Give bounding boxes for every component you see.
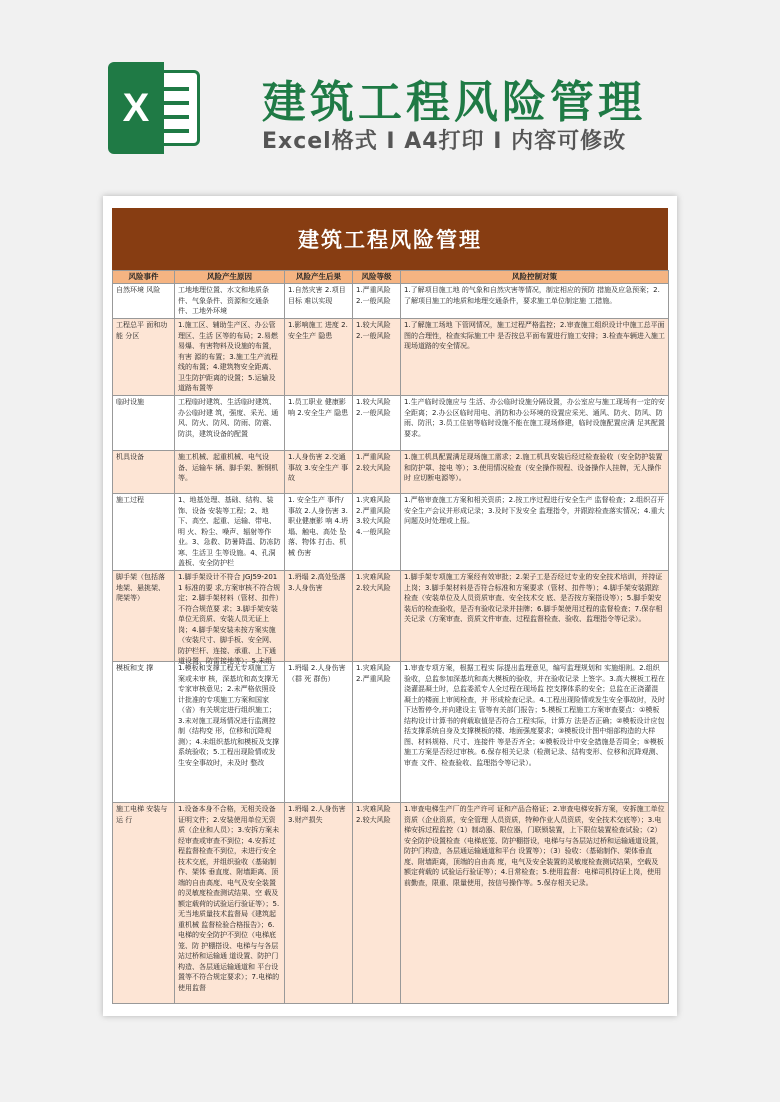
banner-title: 建筑工程风险管理 <box>262 77 646 128</box>
risk-cause: 1、地基处理、基础、结构、装饰、设备 安装等工程；2、地下、高空、起重、运输、带电、明 火、粉尘、噪声、辐射等作业。3、急救、防暑降温、防冻防寒、生活卫 生等设施。4、孔洞盖板、安全防护栏 <box>178 496 281 567</box>
risk-level: 1.较大风险 2.一般风险 <box>356 398 391 417</box>
risk-cause: 施工机械、起重机械、电气设备、运输车 辆、脚手架、断钢机等。 <box>178 453 279 482</box>
risk-cause: 1.脚手架设计不符合 JGJ59-2011 标准的要 求,方案审核不符合规定；2.脚手架材料（管材、扣件）不符合规范要 求；3.脚手架安装单位无资质、安装人员无证上 岗；4.脚手架安装未按方案实施（安装尺寸、脚手板、安全网、防护栏杆、连接、承重、上下通道设置、防雷接地等）；5.未组 <box>178 573 281 665</box>
risk-level: 1.灾难风险 2.严重风险 <box>356 664 391 683</box>
risk-consequence: 1.人身伤害 2.交通事故 3.安全生产 事故 <box>288 453 349 482</box>
risk-event: 工程总平 面和功能 分区 <box>116 321 168 340</box>
table-row <box>113 571 669 662</box>
risk-event: 模板和支 撑 <box>116 664 154 672</box>
risk-event: 施工电梯 安装与运 行 <box>116 805 168 824</box>
risk-cause: 1.模板和支撑工程无专项施工方案或未审 核，深基坑和高支撑无专家审核意见；2.未严格依照设计批准的专项施工方案和国家（省）有关规定进行组织施工；3.未对施工现场情况进行监测控制（结构变 形，位移和沉降观测）；4.未组织基坑和模板及支撑系统验收；5.工程出现险情或发生安全事故时，未及时 整改 <box>178 664 280 767</box>
excel-logo-icon <box>108 62 200 154</box>
table-row <box>113 803 669 1004</box>
risk-cause: 1.设备本身不合格，无相关设备证明文件；2.安装使用单位无资质（企业和人员）；3.安拆方案未经审查或审查不到位；4.安拆过程监督检查不到位，未进行安全 技术交底，并组织验收（基础制作、架体 垂直度、附墙距离、顶端的自由高度、电气及安全装置的灵敏度检查测试结果、空 载及额定载荷的试验运行验证等）；5.无当地质量技术监督局《建筑起重机械 监督检验合格报告》；6.电梯的安全防护不到位（电梯底笼、防 护棚搭设、电梯与与各层站过桥和运输通 道设置、防护门构造、各层通运输通道和 平台设置等不符合规定要求）；7.电梯的使用监督 <box>178 805 280 992</box>
risk-consequence: 1.坍塌 2.高处坠落 3.人身伤害 <box>288 573 346 592</box>
table-row <box>113 284 669 319</box>
risk-consequence: 1.坍塌 2.人身伤害（群 死 群伤） <box>288 664 346 683</box>
column-header-event: 风险事件 <box>113 271 175 284</box>
table-row <box>113 396 669 451</box>
risk-event: 临时设施 <box>116 398 144 406</box>
table-header-row <box>113 271 669 284</box>
risk-control: 1.生产临时设施应与 生活、办公临时设施分隔设置，办公室应与施工现场有一定的安全距离；2.办公区临时用电、消防和办公环境的设置应采光、通风、防火、防风、防雨、防汛；3.员工住宿等临时设施不能在施工现场修建，临时设施配置应满 足其配置要求。 <box>404 398 665 438</box>
column-header-level: 风险等级 <box>353 271 401 284</box>
banner-subtitle: Excel格式 I A4打印 I 内容可修改 <box>262 129 627 154</box>
risk-event: 机具设备 <box>116 453 144 461</box>
risk-control: 1.了解项目施工地 的气象和自然灾害等情况，制定相应的预防 措施及应急预案；2.了解项目施工的地质和地理交通条件，要求施工单位制定施 工措施。 <box>404 286 660 305</box>
table-row <box>113 451 669 494</box>
column-header-consequence: 风险产生后果 <box>285 271 353 284</box>
risk-consequence: 1.员工职业 健康影响 2.安全生产 隐患 <box>288 398 349 417</box>
risk-control: 1.了解施工场地 下管网情况，施工过程严格监控；2.审查施工组织设计中施工总平面图的合理性，检查实际施工中 是否按总平面布置进行施工安排；3.检查车辆进入施工现场道路的安全情况。 <box>404 321 665 350</box>
risk-control: 1.审查专项方案，根据工程实 际提出监理意见，编写监理规划和 实施细则。2.组织验收，总监参加深基坑和高大模板的验收，并在验收记录 上签字。3.高大模板工程在浇灌混凝土时，总监委派专人全过程在现场监 控支撑体系的安全；总监在正浇灌混凝土的楼面上审阅检查，并 形成检查记录。4.工程出现险情或发生安全事故时，及时下达暂停令,并向建设主 管等有关部门报告；5.模板工程施工方案审查要点：①模板结构设计计算书的荷载取值是否符合工程实际，计算方 法是否正确；②模板设计应包括支撑系统自身及支撑模板的楼、地面强度要求；③模板设计图中细部构造的大样图、材料规格、尺寸、连接件 等是否齐全；④模板设计中安全措施是否周全；⑤模板施工方案是否经过审核。6.保存相关记录（检测记录、结构变形、位移和沉降观测、审查 文件、检查验收、监理指令等记录）。 <box>404 664 665 767</box>
risk-level: 1.严重风险 2.一般风险 <box>356 286 391 305</box>
risk-event: 自然环境 风险 <box>116 286 161 294</box>
risk-cause: 1.施工区、辅助生产区、办公管理区、生活 区等的布局；2.易燃易爆、有害物料及设施的布置，有害 源的布置；3.施工生产流程线的布置；4.建筑物安全距离、卫生防护距离的设置；5.运输及道路布置等 <box>178 321 278 392</box>
risk-consequence: 1.影响施工 进度 2.安全生产 隐患 <box>288 321 348 340</box>
document-title: 建筑工程风险管理 <box>112 208 668 270</box>
risk-consequence: 1. 安全生产 事件/事故 2.人身伤害 3.职业健康影 响 4.坍塌、触电、高处 坠落、物体 打击、机械 伤害 <box>288 496 349 557</box>
risk-control: 1.脚手架专项施工方案经有效审批；2.架子工是否经过专业的安全技术培训，并持证上岗；3.脚手架材料是否符合标准和方案要求（管材、扣件等）；4.脚手架安装跟踪检查（安装单位及人员资质审查、安全技术交 底、是否按方案搭设等）；5.脚手架安装后的检查验收，是否有验收记录并挂牌；6.脚手架使用过程的监督检查；7.保存相关记录（方案审查、资质文件审查、过程监督检查、验收、监理指令等记录）。 <box>404 573 663 623</box>
risk-consequence: 1.自然灾害 2.项目目标 难以实现 <box>288 286 346 305</box>
column-header-control: 风险控制对策 <box>401 271 669 284</box>
table-row <box>113 662 669 803</box>
risk-consequence: 1.坍塌 2.人身伤害 3.财产损失 <box>288 805 346 824</box>
risk-level: 1.灾难风险 2.严重风险 3.较大风险 4.一般风险 <box>356 496 391 536</box>
risk-level: 1.灾难风险 2.较大风险 <box>356 805 391 824</box>
column-header-cause: 风险产生原因 <box>175 271 285 284</box>
risk-table <box>112 270 669 1004</box>
table-row <box>113 494 669 571</box>
banner-header <box>0 0 780 190</box>
risk-control: 1.严格审查施工方案和相关资质；2.按工序过程进行安全生产 监督检查；2.组织召开安全生产会议并形成记录；3.及时下发安全 监理指令，并跟踪检查落实情况；4.重大问题及时处理或上报。 <box>404 496 665 525</box>
excel-logo-letter: X <box>108 62 164 154</box>
risk-level: 1.灾难风险 2.较大风险 <box>356 573 391 592</box>
risk-event: 脚手架（包括落地架、悬挑架、爬架等） <box>116 573 165 602</box>
risk-event: 施工过程 <box>116 496 144 504</box>
risk-cause: 工程临时建筑、生活临时建筑、办公临时建 筑，强度、采光、通风、防火、防风、防雨、防震、防洪，建筑设备的配置 <box>178 398 279 438</box>
table-row <box>113 319 669 396</box>
risk-control: 1.审查电梯生产厂的生产许可 证和产品合格证；2.审查电梯安拆方案，安拆施工单位资质（企业资质，安全管理 人员资质，特种作业人员资质，安全技术交底等）；3.电梯安拆过程监控（1）制动器、限位器，门联锁装置，上下限位装置检查试验；（2）安全防护设置检查（电梯底笼、防护棚搭设，电梯与与各层站过桥和运输通道设置，防护门构造，各层通运输通道和平台 设置等）；（3）验收：（基础制作、架体垂直度、附墙距离，顶端的自由高 度，电气及安全装置的灵敏度检查测试结果，空载及额定荷载的 试验运行验证等）；4.日常检查；5.使用监督：电梯司机持证上岗，使用前勤查，限重、限量使用，按信号操作等。5.保存相关记录。 <box>404 805 665 887</box>
risk-cause: 工地地理位置、水文和地质条件、气象条件、资源和交通条件、工地外环境 <box>178 286 269 315</box>
risk-level: 1.严重风险 2.较大风险 <box>356 453 391 472</box>
risk-level: 1.较大风险 2.一般风险 <box>356 321 391 340</box>
risk-control: 1.施工机具配置满足现场施工需求；2.施工机具安装后经过检查验收（安全防护装置和防护罩、接电 等）；3.使用情况检查（安全操作规程、设备操作人挂牌，无人操作时 应切断电源等）。 <box>404 453 663 482</box>
document-page <box>103 196 677 1016</box>
